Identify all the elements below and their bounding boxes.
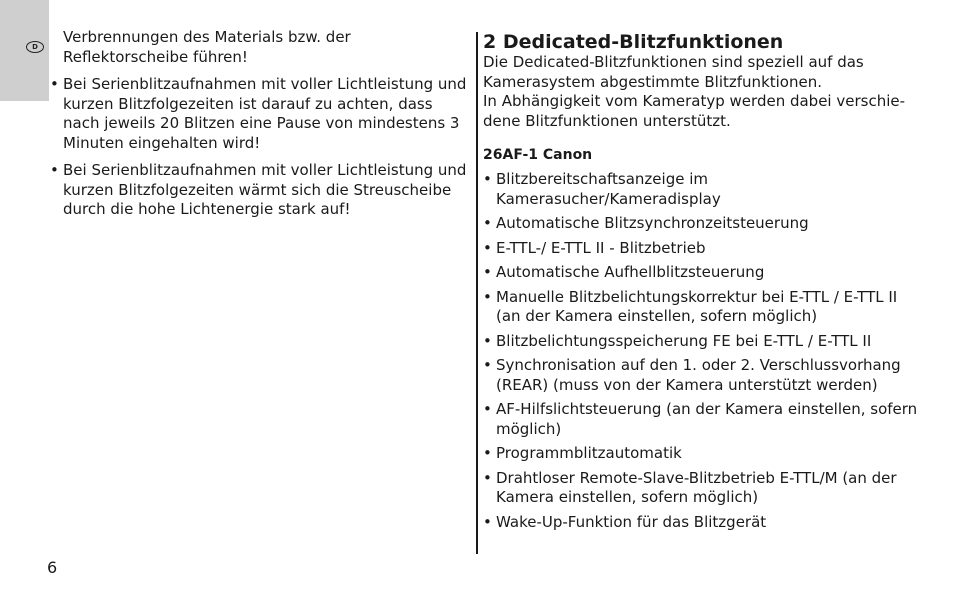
feature-item: • Wake-Up-Funktion für das Blitzgerät [483,513,923,533]
section-intro [483,53,923,131]
page-number: 6 [47,558,58,577]
left-column [50,28,468,220]
warning-item: • Bei Serienblitzaufnahmen mit voller Lichtleistung und kurzen Blitzfolgezeiten wärmt sich die Streuscheibe durch die hohe Lichtenergie stark auf! [50,161,468,220]
feature-item: • Blitzbelichtungsspeicherung FE bei E-TTL / E-TTL II [483,332,923,352]
warning-item: • Bei Serienblitzaufnahmen mit voller Lichtleistung und kurzen Blitzfolgezeiten ist darauf zu achten, dass nach jeweils 20 Blitzen eine Pause von mindestens 3 Minuten eingehalten wird! [50,75,468,153]
feature-item: • Blitzbereitschaftsanzeige im Kamerasucher/Kameradisplay [483,170,923,209]
feature-item: • Programmblitzautomatik [483,444,923,464]
feature-item: • Manuelle Blitzbelichtungskorrektur bei E-TTL / E-TTL II (an der Kamera einstellen, sofern möglich) [483,288,923,327]
right-column [483,31,923,532]
language-badge: D [26,41,44,53]
section-heading: 2 Dedicated-Blitzfunktionen [483,31,784,53]
camera-system-heading: 26AF-1 Canon [483,147,593,163]
warning-list [50,75,468,220]
feature-list [483,170,923,532]
intro-paragraph: In Abhängigkeit vom Kameratyp werden dabei verschie-dene Blitzfunktionen unterstützt. [483,92,906,130]
feature-item: • Synchronisation auf den 1. oder 2. Verschlussvorhang (REAR) (muss von der Kamera unterstützt werden) [483,356,923,395]
intro-paragraph: Die Dedicated-Blitzfunktionen sind speziell auf das Kamerasystem abgestimmte Blitzfunktionen. [483,53,864,91]
continuation-text: Verbrennungen des Materials bzw. der Reflektorscheibe führen! [63,28,351,66]
feature-item: • Drahtloser Remote-Slave-Blitzbetrieb E-TTL/M (an der Kamera einstellen, sofern möglich) [483,469,923,508]
feature-item: • E-TTL-/ E-TTL II - Blitzbetrieb [483,239,923,259]
feature-item: • Automatische Aufhellblitzsteuerung [483,263,923,283]
column-divider [476,32,478,554]
feature-item: • Automatische Blitzsynchronzeitsteuerung [483,214,923,234]
feature-item: • AF-Hilfslichtsteuerung (an der Kamera einstellen, sofern möglich) [483,400,923,439]
